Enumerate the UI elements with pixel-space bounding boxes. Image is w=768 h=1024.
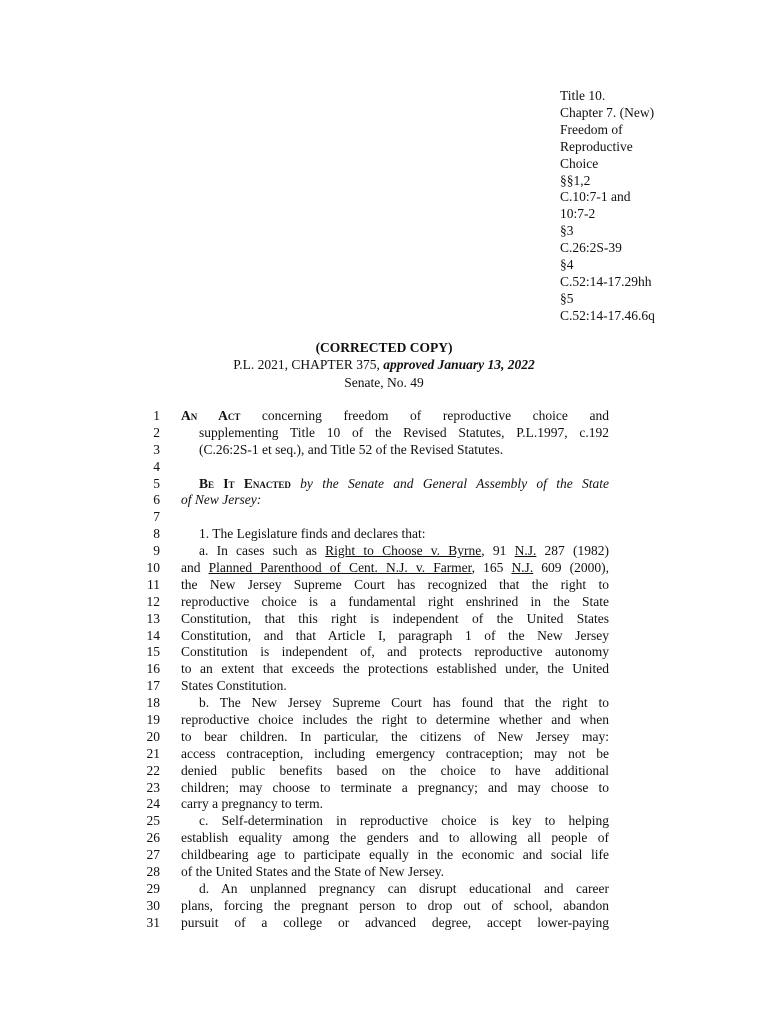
line-text [181, 796, 609, 813]
line-number: 14 [146, 627, 160, 643]
text-segment: a. In cases such as [199, 543, 326, 559]
line-text [181, 712, 609, 729]
bill-line [0, 408, 768, 425]
enacting-keyword: An Act [181, 408, 241, 423]
line-number: 26 [146, 830, 160, 846]
line-text [199, 425, 609, 442]
public-law-number: P.L. 2021, CHAPTER 375, [233, 357, 380, 372]
line-number: 2 [153, 424, 160, 440]
line-text [181, 746, 609, 763]
text-segment: of New Jersey: [181, 492, 262, 508]
margin-note-line: C.52:14-17.46.6q [560, 307, 655, 323]
line-text [199, 543, 609, 560]
text-segment: and [181, 560, 209, 576]
text-segment: (C.26:2S-1 et seq.), and Title 52 of the Revised Statutes. [199, 441, 504, 457]
line-number: 21 [146, 745, 160, 761]
line-text [181, 577, 609, 594]
line-text [181, 678, 609, 695]
text-segment: Constitution is independent of, and protects reproductive autonomy [181, 644, 609, 660]
corrected-copy-heading: (CORRECTED COPY) [315, 340, 453, 355]
bill-line [0, 560, 768, 577]
line-number: 7 [153, 509, 160, 525]
bill-line [0, 746, 768, 763]
line-text [181, 408, 609, 425]
text-segment: , 165 [471, 560, 512, 576]
line-number: 20 [146, 728, 160, 744]
line-text [181, 898, 609, 915]
line-number: 17 [146, 678, 160, 694]
bill-line [0, 881, 768, 898]
line-number: 25 [146, 813, 160, 829]
margin-note-line: §§1,2 [560, 172, 591, 188]
bill-line [0, 526, 768, 543]
bill-line [0, 763, 768, 780]
line-text [181, 661, 609, 678]
line-number: 18 [146, 695, 160, 711]
text-segment: supplementing Title 10 of the Revised Statutes, P.L.1997, c.192 [199, 424, 609, 440]
bill-line [0, 661, 768, 678]
bill-text [0, 408, 768, 932]
text-segment: Constitution, that this right is independent of the United States [181, 610, 609, 626]
line-text [181, 830, 609, 847]
line-text [199, 526, 609, 543]
approval-date: approved January 13, 2022 [383, 357, 535, 372]
line-text [181, 864, 609, 881]
line-number: 8 [153, 526, 160, 542]
line-number: 10 [146, 560, 160, 576]
line-number: 29 [146, 880, 160, 896]
line-text [181, 780, 609, 797]
bill-line [0, 509, 768, 526]
bill-line [0, 780, 768, 797]
line-number: 23 [146, 779, 160, 795]
text-segment: denied public benefits based on the choice to have additional [181, 762, 609, 778]
line-number: 31 [146, 914, 160, 930]
bill-number: Senate, No. 49 [344, 375, 424, 390]
margin-note-line: 10:7-2 [560, 206, 596, 222]
text-segment: children; may choose to terminate a pregnancy; and may choose to [181, 779, 609, 795]
line-number: 19 [146, 712, 160, 728]
text-segment: to an extent that exceeds the protections established under, the United [181, 661, 609, 677]
text-segment: by the Senate and General Assembly of the State [290, 475, 609, 491]
bill-line [0, 898, 768, 915]
line-text [181, 492, 609, 509]
public-law-line [0, 357, 768, 373]
line-text [181, 594, 609, 611]
bill-line [0, 915, 768, 932]
line-number: 27 [146, 847, 160, 863]
line-text [181, 628, 609, 645]
bill-line [0, 577, 768, 594]
bill-line [0, 644, 768, 661]
text-segment: 287 (1982) [536, 543, 610, 559]
case-citation: Right to Choose v. Byrne [325, 543, 482, 559]
line-number: 6 [153, 492, 160, 508]
text-segment: childbearing age to participate equally in the economic and social life [181, 847, 609, 863]
text-segment: of the United States and the State of New Jersey. [181, 864, 445, 880]
bill-line [0, 594, 768, 611]
line-number: 1 [153, 408, 160, 423]
bill-line [0, 492, 768, 509]
line-text [199, 695, 609, 712]
text-segment: concerning freedom of reproductive choice and [240, 408, 609, 423]
text-segment: b. The New Jersey Supreme Court has found that the right to [199, 695, 609, 711]
line-text [181, 560, 609, 577]
text-segment: , 91 [481, 543, 515, 559]
line-number: 30 [146, 897, 160, 913]
margin-note-line: Reproductive [560, 138, 633, 154]
text-segment: reproductive choice includes the right to determine whether and when [181, 712, 609, 728]
margin-note-line: §5 [560, 290, 574, 306]
text-segment: d. An unplanned pregnancy can disrupt educational and career [199, 880, 609, 896]
text-segment: Constitution, and that Article I, paragraph 1 of the New Jersey [181, 627, 609, 643]
margin-note-line: C.52:14-17.29hh [560, 273, 652, 289]
case-citation: N.J. [511, 560, 534, 576]
bill-line [0, 442, 768, 459]
margin-note-line: §3 [560, 223, 574, 239]
line-number: 9 [153, 543, 160, 559]
case-citation: Planned Parenthood of Cent. N.J. v. Farmer [208, 560, 472, 576]
line-text [181, 611, 609, 628]
line-text [181, 644, 609, 661]
line-text [181, 847, 609, 864]
line-number: 16 [146, 661, 160, 677]
margin-citation-note [560, 88, 760, 325]
text-segment: establish equality among the genders and to allowing all people of [181, 830, 609, 846]
text-segment: to bear children. In particular, the citizens of New Jersey may: [181, 728, 609, 744]
margin-note-line: §4 [560, 257, 574, 273]
bill-line [0, 830, 768, 847]
line-number: 5 [153, 475, 160, 491]
bill-line [0, 695, 768, 712]
margin-note-line: C.26:2S-39 [560, 240, 622, 256]
line-text [199, 881, 609, 898]
line-text [199, 476, 609, 493]
line-text [199, 442, 609, 459]
line-number: 13 [146, 610, 160, 626]
line-text [181, 763, 609, 780]
bill-line [0, 712, 768, 729]
bill-line [0, 729, 768, 746]
line-number: 12 [146, 593, 160, 609]
text-segment: c. Self-determination in reproductive choice is key to helping [199, 813, 609, 829]
text-segment: 1. The Legislature finds and declares that: [199, 526, 426, 542]
margin-note-line: Chapter 7. (New) [560, 104, 655, 120]
text-segment: access contraception, including emergency contraception; may not be [181, 745, 609, 761]
margin-note-line: Title 10. [560, 88, 606, 103]
margin-note-line: C.10:7-1 and [560, 189, 631, 205]
bill-line [0, 628, 768, 645]
margin-note-line: Choice [560, 155, 599, 171]
line-number: 22 [146, 762, 160, 778]
bill-line [0, 459, 768, 476]
bill-line [0, 864, 768, 881]
bill-line [0, 813, 768, 830]
text-segment: 609 (2000), [533, 560, 609, 576]
enacting-keyword: Be It Enacted [199, 475, 291, 491]
line-number: 11 [147, 576, 160, 592]
line-text [199, 813, 609, 830]
bill-line [0, 543, 768, 560]
bill-line [0, 796, 768, 813]
text-segment: reproductive choice is a fundamental right enshrined in the State [181, 593, 609, 609]
line-text [181, 915, 609, 932]
text-segment: the New Jersey Supreme Court has recognized that the right to [181, 576, 609, 592]
text-segment: carry a pregnancy to term. [181, 796, 324, 812]
line-number: 15 [146, 644, 160, 660]
bill-line [0, 611, 768, 628]
text-segment: pursuit of a college or advanced degree, accept lower-paying [181, 914, 609, 930]
line-number: 28 [146, 864, 160, 880]
case-citation: N.J. [514, 543, 537, 559]
line-number: 3 [153, 441, 160, 457]
line-number: 24 [146, 796, 160, 812]
text-segment: plans, forcing the pregnant person to drop out of school, abandon [181, 897, 609, 913]
line-text [181, 729, 609, 746]
bill-line [0, 847, 768, 864]
text-segment: States Constitution. [181, 678, 287, 694]
bill-line [0, 476, 768, 493]
line-number: 4 [153, 458, 160, 474]
bill-line [0, 425, 768, 442]
margin-note-line: Freedom of [560, 121, 623, 137]
bill-line [0, 678, 768, 695]
